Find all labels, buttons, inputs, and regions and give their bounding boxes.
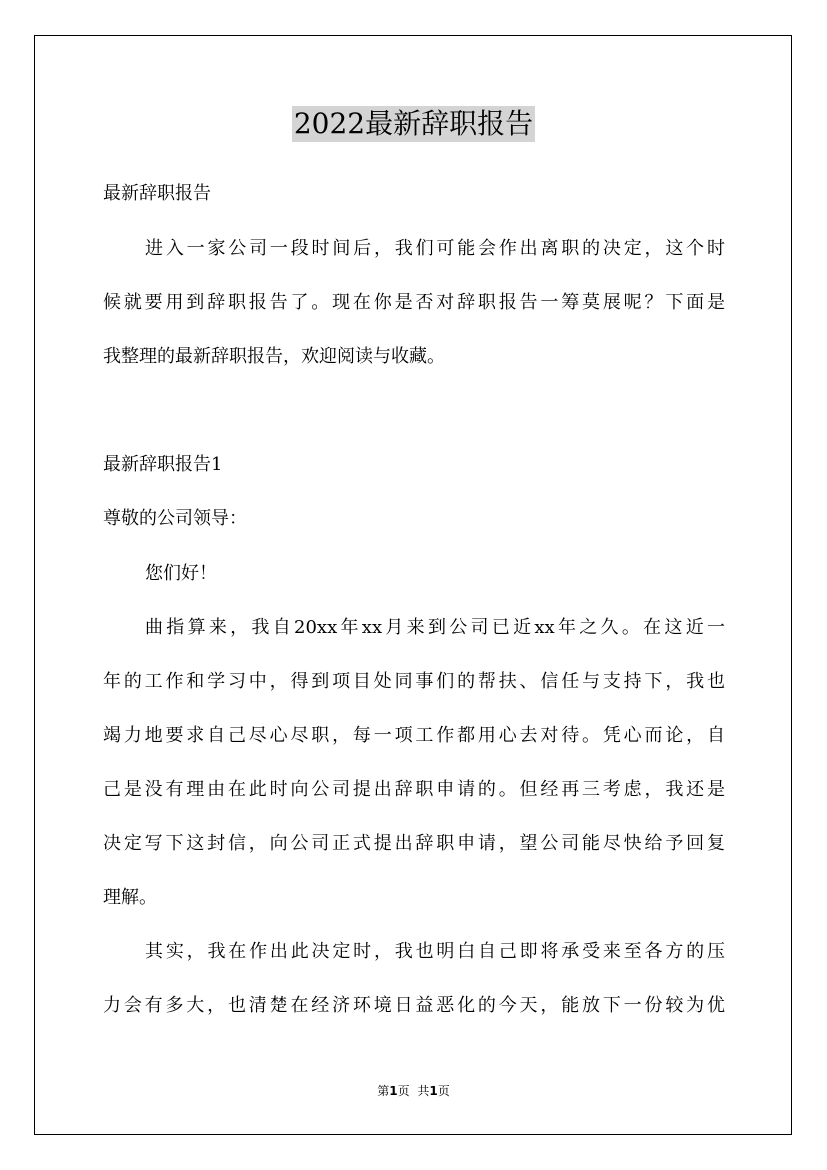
salutation: 尊敬的公司领导：: [103, 508, 247, 529]
intro-line-2: 候就要用到辞职报告了。现在你是否对辞职报告一筹莫展呢？下面是: [103, 292, 725, 313]
page-footer: [0, 1083, 827, 1099]
document-subtitle: 最新辞职报告: [103, 183, 211, 204]
paragraph2-line-1: 其实，我在作出此决定时，我也明白自己即将承受来至各方的压: [145, 941, 725, 962]
document-title: [0, 103, 827, 142]
footer-total-suffix: 页: [437, 1084, 450, 1098]
paragraph1-line-6: 理解。: [103, 887, 157, 908]
footer-total-prefix: 共: [417, 1084, 430, 1098]
section-heading: 最新辞职报告1: [103, 454, 223, 475]
footer-page-suffix: 页: [397, 1084, 410, 1098]
footer-page-prefix: 第: [377, 1084, 390, 1098]
greeting: 您们好！: [145, 563, 217, 584]
paragraph1-line-3: 竭力地要求自己尽心尽职，每一项工作都用心去对待。凭心而论，自: [103, 725, 725, 746]
footer-page-number: 1: [389, 1084, 398, 1098]
paragraph2-line-2: 力会有多大，也清楚在经济环境日益恶化的今天，能放下一份较为优: [103, 995, 725, 1016]
intro-line-1: 进入一家公司一段时间后，我们可能会作出离职的决定，这个时: [145, 238, 725, 259]
footer-total-number: 1: [429, 1084, 438, 1098]
paragraph1-line-5: 决定写下这封信，向公司正式提出辞职申请，望公司能尽快给予回复: [103, 833, 725, 854]
intro-line-3: 我整理的最新辞职报告，欢迎阅读与收藏。: [103, 346, 445, 367]
paragraph1-line-4: 己是没有理由在此时向公司提出辞职申请的。但经再三考虑，我还是: [103, 779, 725, 800]
paragraph1-line-2: 年的工作和学习中，得到项目处同事们的帮扶、信任与支持下，我也: [103, 671, 725, 692]
paragraph1-line-1: 曲指算来，我自20xx年xx月来到公司已近xx年之久。在这近一: [145, 617, 725, 638]
document-title-text: 2022最新辞职报告: [293, 107, 534, 140]
